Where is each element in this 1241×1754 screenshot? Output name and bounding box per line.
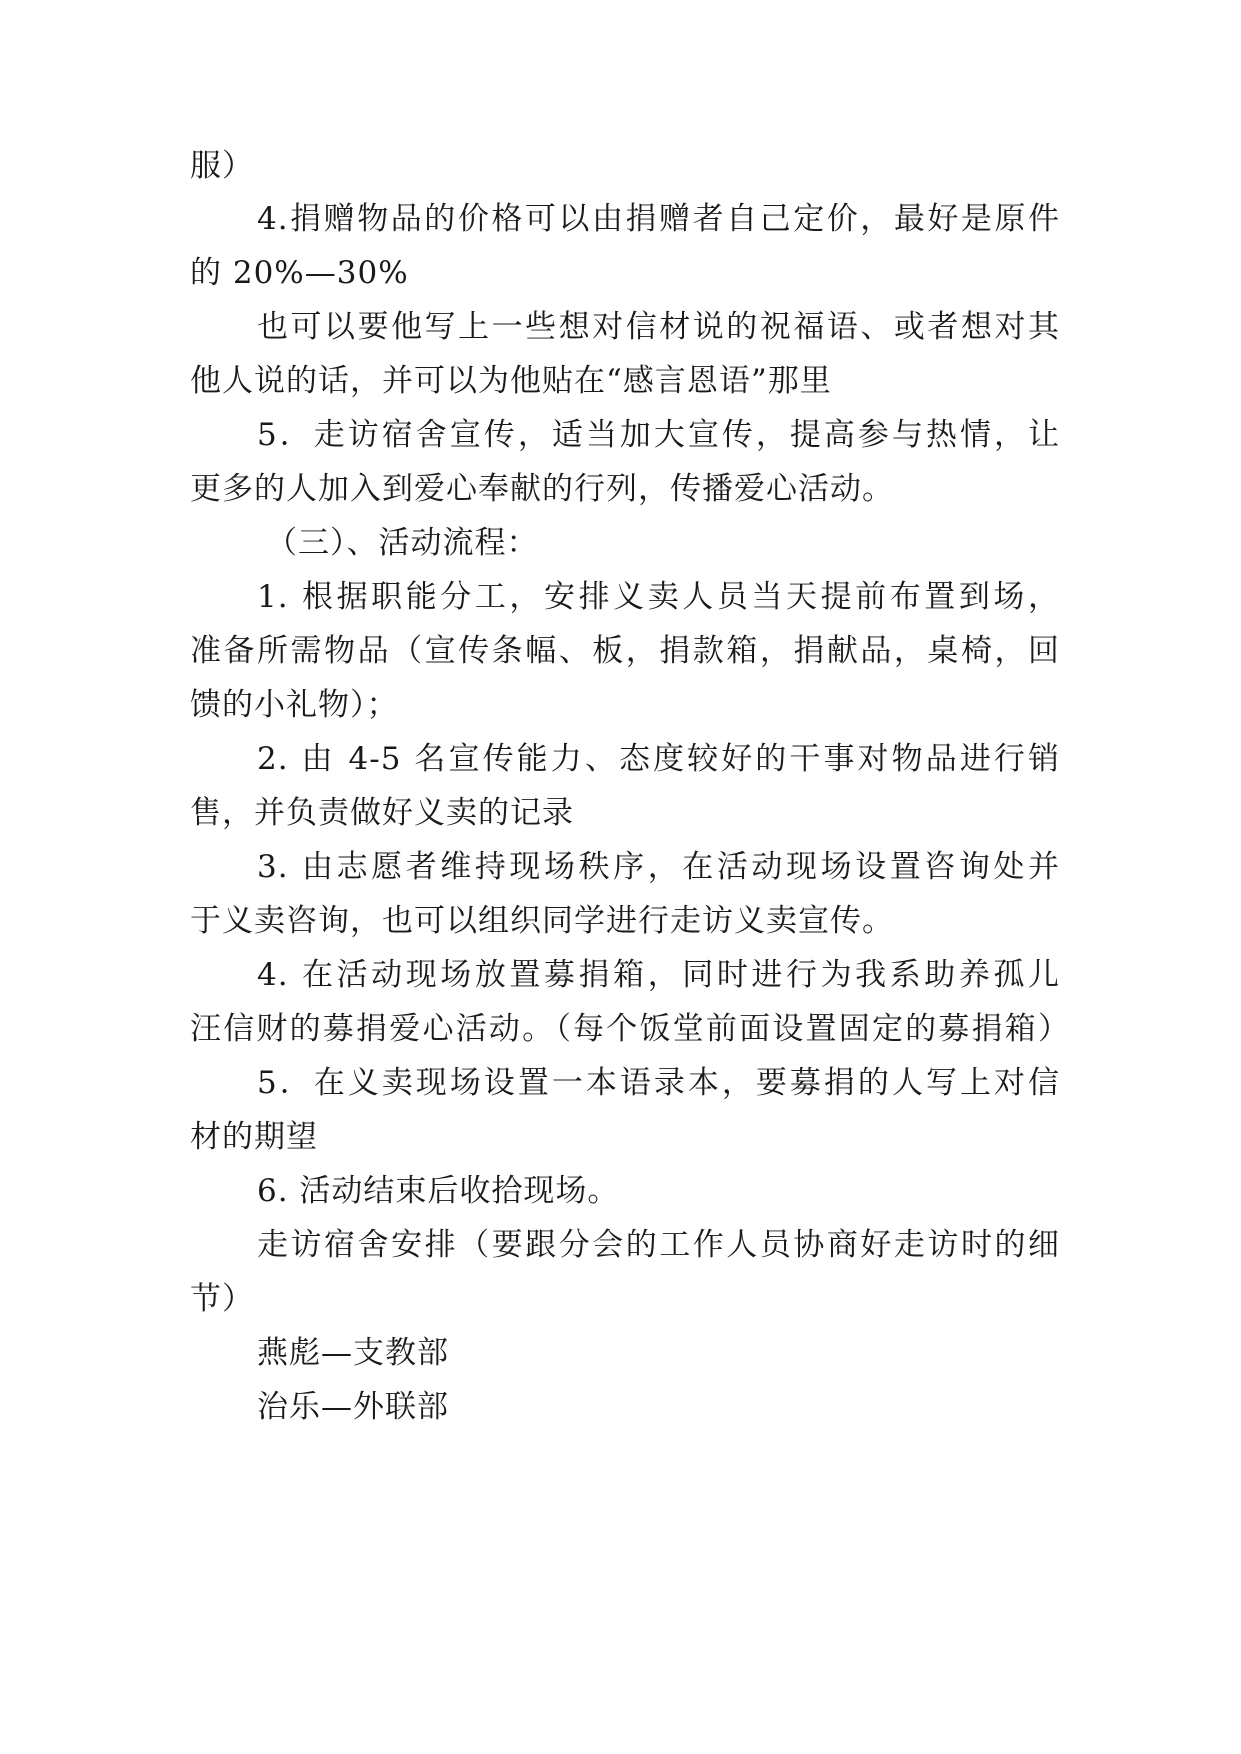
text-line-step-5: 5．在义卖现场设置一本语录本，要募捐的人写上对信	[257, 1065, 1060, 1101]
text-line-continuation: 服）	[190, 148, 254, 184]
text-line: 售，并负责做好义卖的记录	[190, 795, 574, 831]
text-line: 节）	[190, 1281, 254, 1317]
text-line-item-5: 5．走访宿舍宣传，适当加大宣传，提高参与热情，让	[257, 417, 1060, 453]
text-line: 准备所需物品（宣传条幅、板，捐款箱，捐献品，桌椅，回	[190, 633, 1060, 669]
text-line-step-2: 2. 由 4-5 名宣传能力、态度较好的干事对物品进行销	[257, 741, 1060, 777]
text-line-step-6: 6. 活动结束后收拾现场。	[257, 1173, 620, 1209]
text-line-step-4: 4. 在活动现场放置募捐箱，同时进行为我系助养孤儿	[257, 957, 1060, 993]
section-heading: （三）、活动流程：	[266, 525, 539, 561]
text-line: 更多的人加入到爱心奉献的行列，传播爱心活动。	[190, 471, 894, 507]
text-line-paragraph: 也可以要他写上一些想对信材说的祝福语、或者想对其	[257, 309, 1060, 345]
text-line-item-4: 4.捐赠物品的价格可以由捐赠者自己定价，最好是原件	[257, 201, 1060, 237]
text-line: 于义卖咨询，也可以组织同学进行走访义卖宣传。	[190, 903, 894, 939]
text-line: 汪信财的募捐爱心活动。（每个饭堂前面设置固定的募捐箱）	[190, 1011, 1070, 1047]
text-line-visit-arrangement: 走访宿舍安排（要跟分会的工作人员协商好走访时的细	[257, 1227, 1060, 1263]
text-line: 材的期望	[190, 1119, 318, 1155]
text-line-step-1: 1. 根据职能分工，安排义卖人员当天提前布置到场，	[257, 579, 1060, 615]
text-line: 他人说的话，并可以为他贴在“感言恩语”那里	[190, 363, 832, 399]
assignment-line: 治乐—外联部	[257, 1389, 449, 1425]
assignment-line: 燕彪—支教部	[257, 1335, 449, 1371]
text-line: 的 20%—30%	[190, 255, 409, 291]
text-line: 馈的小礼物）；	[190, 687, 399, 723]
text-line-step-3: 3. 由志愿者维持现场秩序，在活动现场设置咨询处并	[257, 849, 1060, 885]
